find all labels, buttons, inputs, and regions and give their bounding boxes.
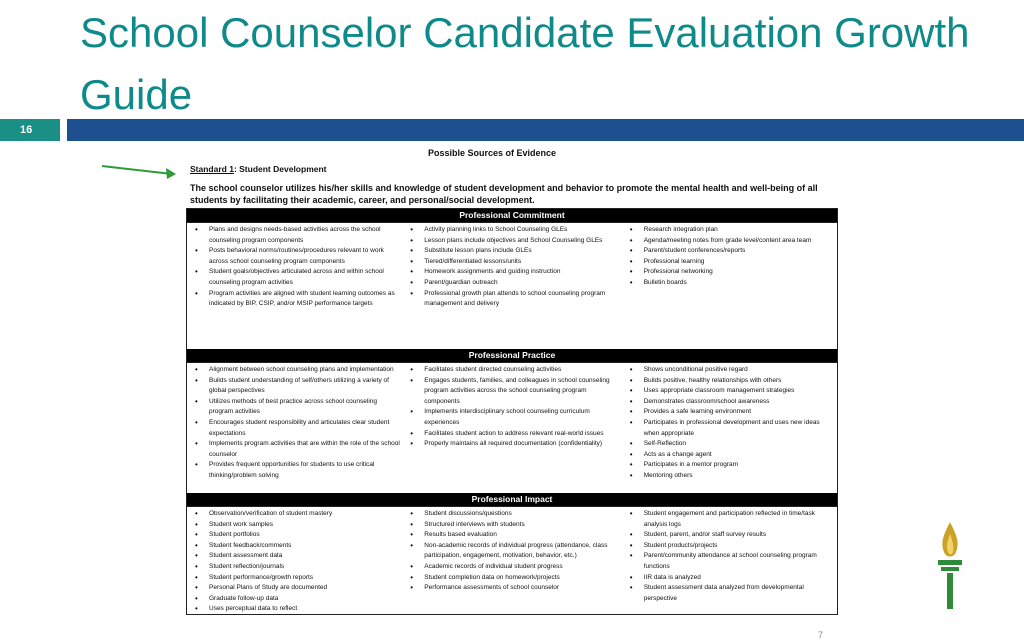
evidence-item: • Shows unconditional positive regard: [628, 365, 835, 376]
standard-line: [190, 164, 838, 174]
evidence-item: • Student completion data on homework/projects: [408, 573, 619, 584]
evidence-item: • Bulletin boards: [628, 278, 835, 289]
evidence-item: • Parent/student conferences/reports: [628, 246, 835, 257]
evidence-item: • Substitute lesson plans include GLEs: [408, 246, 619, 257]
evidence-document: [186, 148, 838, 615]
evidence-item: • Observation/verification of student mastery: [193, 509, 400, 520]
evidence-item: • Facilitates student action to address relevant real-world issues: [408, 429, 619, 440]
evidence-item: • Provides frequent opportunities for students to use critical thinking/problem solving: [193, 460, 400, 481]
title-bar: [67, 119, 1024, 141]
evidence-item: • Student portfolios: [193, 530, 400, 541]
evidence-item: • Builds student understanding of self/others utilizing a variety of global perspectives: [193, 376, 400, 397]
evidence-item: • Structured interviews with students: [408, 520, 619, 531]
evidence-item: • Results based evaluation: [408, 530, 619, 541]
evidence-item: • Alignment between school counseling plans and implementation: [193, 365, 400, 376]
evidence-item: • Parent/guardian outreach: [408, 278, 619, 289]
evidence-item: • Graduate follow-up data: [193, 594, 400, 605]
pointer-arrow-icon: [100, 162, 180, 182]
evidence-item: • Student discussions/questions: [408, 509, 619, 520]
evidence-column: [187, 363, 402, 493]
evidence-item: • Properly maintains all required documentation (confidentiality): [408, 439, 619, 450]
evidence-item: • Provides a safe learning environment: [628, 407, 835, 418]
evidence-item: • Uses appropriate classroom management strategies: [628, 386, 835, 397]
standard-description: The school counselor utilizes his/her skills and knowledge of student development and behavior to promote the mental health and well-being of all students by facilitating their academic, career, and personal/social development.: [190, 183, 818, 205]
section-professional-impact: [187, 493, 837, 614]
evidence-item: • Student assessment data: [193, 551, 400, 562]
section-header: Professional Commitment: [187, 209, 837, 222]
evidence-item: • Non-academic records of individual progress (attendance, class participation, engagement, motivation, behavior, etc.): [408, 541, 619, 562]
evidence-item: • Professional networking: [628, 267, 835, 278]
section-professional-commitment: [187, 209, 837, 349]
evidence-item: • Homework assignments and guiding instruction: [408, 267, 619, 278]
evidence-item: • Parent/community attendance at school counseling program functions: [628, 551, 835, 572]
evidence-column: [402, 223, 621, 349]
evidence-item: • Lesson plans include objectives and School Counseling GLEs: [408, 236, 619, 247]
evidence-item: • Activity planning links to School Counseling GLEs: [408, 225, 619, 236]
evidence-item: • Academic records of individual student progress: [408, 562, 619, 573]
evidence-item: • Student assessment data analyzed from developmental perspective: [628, 583, 835, 604]
evidence-item: • Uses perceptual data to reflect: [193, 604, 400, 615]
section-professional-practice: [187, 349, 837, 493]
page-number: 7: [818, 630, 824, 640]
evidence-column: [622, 223, 837, 349]
evidence-item: • Program activities are aligned with student learning outcomes as indicated by BIP, CSIP, and/or MSIP performance targets: [193, 289, 400, 310]
evidence-item: • Student feedback/comments: [193, 541, 400, 552]
evidence-item: • Implements program activities that are within the role of the school counselor: [193, 439, 400, 460]
standard-label: Standard 1: [190, 164, 234, 174]
evidence-item: • Student, parent, and/or staff survey results: [628, 530, 835, 541]
evidence-item: • Demonstrates classroom/school awareness: [628, 397, 835, 408]
evidence-item: • Mentoring others: [628, 471, 835, 482]
section-header: Professional Impact: [187, 493, 837, 506]
evidence-item: • Encourages student responsibility and articulates clear student expectations: [193, 418, 400, 439]
evidence-item: • Acts as a change agent: [628, 450, 835, 461]
evidence-item: • Facilitates student directed counseling activities: [408, 365, 619, 376]
evidence-item: • Student performance/growth reports: [193, 573, 400, 584]
evidence-item: • Engages students, families, and colleagues in school counseling program activities across the school counseling program components: [408, 376, 619, 408]
evidence-column: [622, 507, 837, 614]
evidence-item: • Participates in a mentor program: [628, 460, 835, 471]
torch-logo-icon: [930, 520, 970, 615]
standard-name: : Student Development: [233, 164, 327, 174]
slide-number: 16: [0, 119, 60, 141]
evidence-item: • Personal Plans of Study are documented: [193, 583, 400, 594]
evidence-item: • Performance assessments of school counselor: [408, 583, 619, 594]
evidence-item: • Implements interdisciplinary school counseling curriculum experiences: [408, 407, 619, 428]
evidence-item: • Plans and designs needs-based activities across the school counseling program components: [193, 225, 400, 246]
evidence-item: • Builds positive, healthy relationships with others: [628, 376, 835, 387]
evidence-column: [402, 507, 621, 614]
evidence-item: • Self-Reflection: [628, 439, 835, 450]
evidence-item: • Tiered/differentiated lessons/units: [408, 257, 619, 268]
document-heading: Possible Sources of Evidence: [427, 148, 557, 158]
evidence-item: • Participates in professional development and uses new ideas when appropriate: [628, 418, 835, 439]
evidence-item: • Student goals/objectives articulated across and within school counseling program activities: [193, 267, 400, 288]
evidence-item: • Research integration plan: [628, 225, 835, 236]
evidence-item: • Student work samples: [193, 520, 400, 531]
evidence-item: • Utilizes methods of best practice across school counseling program activities: [193, 397, 400, 418]
evidence-column: [402, 363, 621, 493]
slide-title: School Counselor Candidate Evaluation Growth Guide: [80, 9, 970, 118]
evidence-column: [187, 507, 402, 614]
evidence-item: • Student engagement and participation reflected in time/task analysis logs: [628, 509, 835, 530]
evidence-item: • Posts behavioral norms/routines/procedures relevant to work across school counseling program components: [193, 246, 400, 267]
evidence-column: [622, 363, 837, 493]
section-header: Professional Practice: [187, 349, 837, 362]
evidence-item: • IIR data is analyzed: [628, 573, 835, 584]
evidence-item: • Agenda/meeting notes from grade level/content area team: [628, 236, 835, 247]
evidence-item: • Professional growth plan attends to school counseling program management and delivery: [408, 289, 619, 310]
evidence-item: • Professional learning: [628, 257, 835, 268]
evidence-table: [186, 208, 838, 615]
evidence-column: [187, 223, 402, 349]
evidence-item: • Student reflection/journals: [193, 562, 400, 573]
evidence-item: • Student products/projects: [628, 541, 835, 552]
